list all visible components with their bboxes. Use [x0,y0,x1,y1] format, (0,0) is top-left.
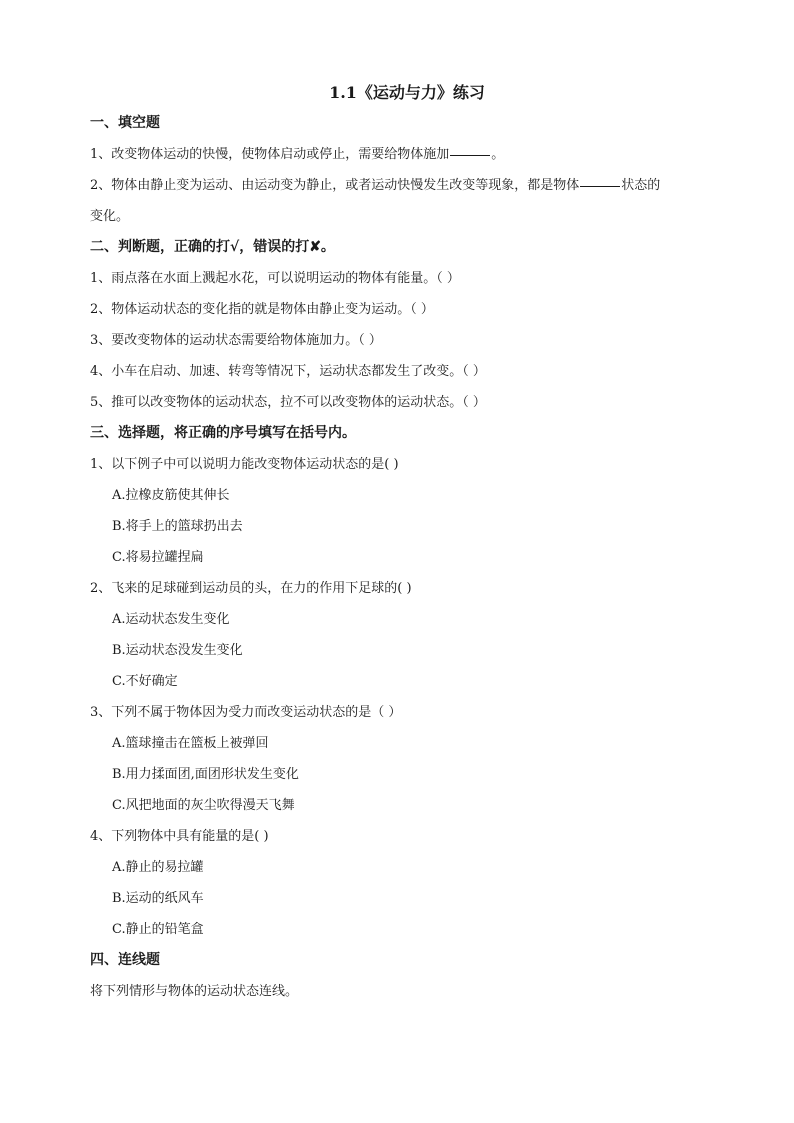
choice-option: A.拉橡皮筋使其伸长 [112,488,230,503]
choice-question-2: 2、飞来的足球碰到运动员的头，在力的作用下足球的( ) [90,581,412,596]
choice-option: C.将易拉罐捏扁 [112,550,204,565]
choice-option: C.静止的铅笔盒 [112,922,204,937]
section-heading-match: 四、连线题 [90,952,160,968]
fill-q1-text: 1、改变物体运动的快慢，使物体启动或停止，需要给物体施加 [90,147,450,162]
fill-question-2 [90,170,710,201]
choice-option: A.篮球撞击在篮板上被弹回 [112,736,269,751]
answer-blank[interactable] [450,154,490,156]
choice-option: B.运动的纸风车 [112,891,204,906]
section-heading-choice: 三、选择题，将正确的序号填写在括号内。 [90,425,356,441]
match-instruction: 将下列情形与物体的运动状态连线。 [90,984,299,999]
choice-option: C.风把地面的灰尘吹得漫天飞舞 [112,798,295,813]
choice-option: C.不好确定 [112,674,178,689]
worksheet-content [90,78,710,1007]
judge-item: 1、雨点落在水面上溅起水花，可以说明运动的物体有能量。（ ） [90,271,460,286]
choice-option: B.运动状态没发生变化 [112,643,243,658]
answer-blank[interactable] [580,185,620,187]
fill-q2-after: 状态的 [621,178,661,193]
judge-item: 5、推可以改变物体的运动状态，拉不可以改变物体的运动状态。（ ） [90,395,486,410]
fill-q2-text: 2、物体由静止变为运动、由运动变为静止，或者运动快慢发生改变等现象，都是物体 [90,178,580,193]
section-heading-fill: 一、填空题 [90,115,160,131]
choice-option: B.用力揉面团,面团形状发生变化 [112,767,299,782]
choice-question-3: 3、下列不属于物体因为受力而改变运动状态的是（ ） [90,705,402,720]
choice-option: A.运动状态发生变化 [112,612,230,627]
judge-item: 2、物体运动状态的变化指的就是物体由静止变为运动。（ ） [90,302,434,317]
judge-item: 4、小车在启动、加速、转弯等情况下，运动状态都发生了改变。（ ） [90,364,486,379]
choice-option: A.静止的易拉罐 [112,860,204,875]
section-heading-judge: 二、判断题，正确的打√，错误的打✘。 [90,239,335,255]
judge-item: 3、要改变物体的运动状态需要给物体施加力。（ ） [90,333,382,348]
fill-question-2-continued: 变化。 [90,209,130,224]
choice-question-1: 1、以下例子中可以说明力能改变物体运动状态的是( ) [90,457,399,472]
fill-question-1 [90,139,710,170]
choice-question-4: 4、下列物体中具有能量的是( ) [90,829,269,844]
choice-option: B.将手上的篮球扔出去 [112,519,243,534]
fill-q1-end: 。 [491,147,505,162]
page-title: 1.1《运动与力》练习 [329,83,485,102]
